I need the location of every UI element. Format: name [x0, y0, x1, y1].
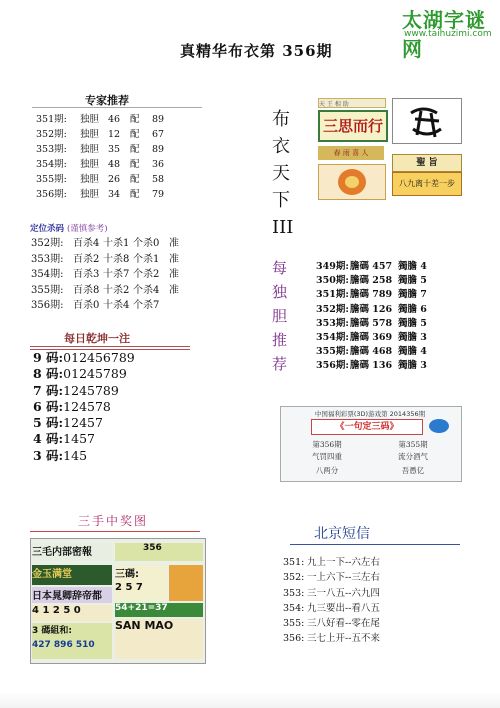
pei: 配 [130, 114, 140, 125]
code-count: 6 码: [33, 398, 64, 414]
period: 354: [283, 602, 305, 614]
num: 89 [152, 114, 165, 125]
list-item [31, 283, 179, 299]
period: 351: [283, 557, 305, 568]
list-item [31, 252, 179, 268]
period: 353: [283, 587, 305, 599]
num: 58 [152, 174, 165, 185]
list-item [33, 415, 135, 431]
list-item [283, 601, 380, 616]
yiju-prev-period: 第355期 [398, 440, 428, 449]
yiju-current-period: 第356期 [312, 440, 342, 449]
sanshou-brand: SAN MAO [115, 619, 203, 659]
dan-codes: 膽碼 258 [350, 275, 393, 287]
pei: 配 [130, 189, 140, 200]
list-item [31, 236, 179, 252]
dan: 46 [108, 114, 121, 125]
period: 353期: [316, 317, 349, 329]
result-note: 准 [169, 238, 179, 249]
sanshou-poem: 日本晁卿辞帝都 [32, 587, 112, 603]
sanshou-three-codes [115, 565, 167, 601]
sanshou-title: 三手中奖图 [78, 514, 149, 528]
pei: 配 [130, 144, 140, 155]
list-item [36, 127, 178, 142]
kill-hundreds: 百杀8 [73, 284, 100, 296]
buyi-spring-banner: 春 雨 喜 人 [318, 146, 384, 160]
list-item [316, 288, 427, 302]
type: 独胆 [80, 159, 100, 170]
daily-list [33, 350, 135, 464]
pei: 配 [130, 159, 140, 170]
kill-units: 个杀4 [133, 284, 160, 296]
period: 350期: [316, 275, 349, 287]
sanshou-period [115, 543, 203, 561]
dan-codes: 膽碼 136 [350, 360, 393, 372]
position-kill-title [30, 222, 108, 234]
code-count: 5 码: [33, 415, 64, 431]
dan: 35 [108, 144, 121, 155]
dan-codes: 膽碼 578 [350, 317, 393, 329]
period: 353期: [31, 253, 64, 265]
yiju-prev-riddle: 流分酒气 [398, 452, 428, 461]
period: 351期: [316, 289, 349, 301]
dan: 34 [108, 189, 121, 200]
three-codes-label: 三碼: [115, 569, 139, 580]
period: 352期: [36, 129, 67, 140]
code-count: 8 码: [33, 366, 64, 382]
beijing-divider [290, 544, 460, 545]
kill-tens: 十杀2 [103, 284, 130, 296]
single-dan: 獨膽 5 [398, 317, 427, 329]
sanshou-header-text: 三毛内部密報 [32, 543, 112, 561]
buyi-hint: 八九离十差一步 [392, 172, 462, 196]
list-item [31, 298, 179, 314]
code-count: 4 码: [33, 431, 64, 447]
type: 独胆 [80, 189, 100, 200]
period: 349期: [316, 261, 349, 272]
type: 独胆 [80, 144, 100, 155]
dan: 12 [108, 129, 121, 140]
position-kill-subtitle: (谨慎参考) [66, 224, 108, 234]
period: 352期: [316, 303, 349, 315]
kill-hundreds: 百杀4 [73, 238, 100, 249]
message: 三七上开--五不来 [307, 633, 380, 645]
sanshou-digits: 4 1 2 5 0 [32, 605, 112, 621]
yiju-header: 《一句定三码》 [311, 419, 423, 435]
result-note: 准 [169, 253, 179, 265]
list-item [36, 142, 178, 157]
period: 354期: [36, 159, 67, 170]
list-item [316, 260, 427, 274]
sanshou-image [30, 538, 206, 664]
period: 353期: [36, 144, 67, 155]
period: 355期: [31, 284, 64, 296]
combos-value: 427 896 510 [32, 640, 95, 650]
experts-divider [32, 107, 202, 108]
yiju-current-extra: 八两分 [315, 466, 339, 475]
kill-tens: 十杀4 [103, 300, 130, 311]
num: 79 [152, 189, 165, 200]
list-item [283, 631, 380, 646]
yiju-card [280, 406, 462, 482]
type: 独胆 [80, 129, 100, 140]
code-value: 124578 [63, 398, 111, 414]
list-item [316, 274, 427, 288]
dan: 48 [108, 159, 121, 170]
list-item [33, 431, 135, 447]
sanshou-banner: 金玉满堂 [32, 565, 112, 585]
single-list [316, 260, 427, 374]
single-dan: 獨膽 5 [398, 275, 427, 287]
sanshou-divider [30, 531, 200, 532]
site-url: www.taihuzimi.com [404, 29, 492, 39]
beijing-list [283, 555, 380, 647]
num: 36 [152, 159, 165, 170]
pei: 配 [130, 129, 140, 140]
kill-hundreds: 百杀2 [73, 253, 100, 265]
kill-hundreds: 百杀0 [73, 300, 100, 311]
list-item [316, 359, 427, 373]
kill-tens: 十杀8 [103, 253, 130, 265]
code-count: 9 码: [33, 350, 64, 365]
list-item [33, 350, 135, 366]
kill-hundreds: 百杀3 [73, 269, 100, 280]
sanshou-formula: 54+21=37 [115, 603, 203, 617]
calligraphy-icon [393, 99, 461, 143]
calligraphy-picture [392, 98, 462, 144]
buyi-caption: 天 王 相 助 [318, 98, 386, 108]
code-count: 3 码: [33, 447, 64, 463]
code-count: 7 码: [33, 382, 64, 398]
flower-picture [169, 565, 203, 601]
list-item [31, 267, 179, 283]
single-title: 每独胆推荐 [272, 259, 288, 373]
result-note: 准 [169, 284, 179, 296]
period: 356期: [36, 189, 67, 200]
beijing-title: 北京短信 [314, 526, 370, 542]
daily-title: 每日乾坤一注 [64, 332, 130, 345]
single-dan: 獨膽 4 [398, 261, 427, 272]
code-value: 12457 [63, 415, 103, 431]
list-item [283, 586, 380, 601]
bottom-fade [0, 692, 500, 708]
dan-codes: 膽碼 468 [350, 346, 393, 358]
dan-codes: 膽碼 369 [350, 332, 393, 344]
period: 354期: [31, 269, 64, 280]
period: 356期: [316, 360, 349, 372]
list-item [283, 616, 380, 631]
single-dan: 獨膽 6 [398, 303, 427, 315]
period: 352期: [31, 238, 64, 249]
list-item [283, 555, 380, 570]
buyi-images [318, 98, 462, 198]
daily-divider [30, 346, 190, 347]
message: 九上一下--六左右 [307, 557, 380, 568]
single-dan: 獨膽 7 [398, 289, 427, 301]
experts-list [36, 112, 178, 202]
period: 356: [283, 633, 305, 645]
result-note: 准 [169, 269, 179, 280]
yiju-top-caption: 中国福利彩票(3D)游戏第 2014356期 [314, 410, 426, 418]
list-item [33, 448, 135, 464]
list-item [316, 303, 427, 317]
kill-units: 个杀2 [133, 269, 160, 280]
period: 354期: [316, 332, 349, 344]
period: 355期: [316, 346, 349, 358]
pei: 配 [130, 174, 140, 185]
period: 352: [283, 572, 305, 584]
num: 67 [152, 129, 165, 140]
buyi-title: 布衣天下III [272, 109, 294, 238]
list-item [316, 331, 427, 345]
combos-label: 3 碼組和: [32, 626, 72, 636]
single-dan: 獨膽 3 [398, 332, 427, 344]
kill-units: 个杀1 [133, 253, 160, 265]
position-kill-title-text: 定位杀码 [30, 224, 65, 234]
buyi-main-text: 三思而行 [318, 110, 388, 142]
yiju-current-riddle: 气罚四重 [312, 452, 342, 461]
list-item [36, 157, 178, 172]
code-value: 1457 [63, 431, 95, 447]
period: 356期: [31, 300, 64, 311]
yiju-prev-extra: 吾愚亿 [401, 466, 425, 475]
sanshou-period-number: 356 [143, 543, 162, 553]
list-item [283, 570, 380, 585]
message: 三一八五--六九四 [307, 587, 380, 599]
message: 九三要出--看八五 [307, 602, 380, 614]
page-title: 真精华布衣第 356期 [180, 42, 333, 60]
dan: 26 [108, 174, 121, 185]
code-value: 01245789 [63, 366, 127, 382]
dan-codes: 膽碼 126 [350, 303, 393, 315]
single-dan: 獨膽 3 [398, 360, 427, 372]
period: 355: [283, 618, 305, 630]
single-dan: 獨膽 4 [398, 346, 427, 358]
list-item [316, 345, 427, 359]
three-codes-value: 2 5 7 [115, 582, 143, 593]
kill-tens: 十杀1 [103, 238, 130, 249]
kill-tens: 十杀7 [103, 269, 130, 280]
butterfly-picture [318, 164, 386, 200]
site-logo: 太湖字谜网 [402, 8, 486, 61]
dan-codes: 膽碼 789 [350, 289, 393, 301]
position-kill-list [31, 236, 179, 314]
dan-codes: 膽碼 457 [350, 261, 393, 272]
type: 独胆 [80, 174, 100, 185]
list-item [36, 187, 178, 202]
sanshou-combos [32, 623, 112, 659]
message: 一上六下--三左右 [307, 572, 380, 584]
buyi-edict: 聖 旨 [392, 154, 462, 172]
lottery-logo-icon [429, 419, 449, 433]
experts-title: 专家推荐 [85, 94, 129, 107]
num: 89 [152, 144, 165, 155]
period: 351期: [36, 114, 67, 125]
list-item [33, 399, 135, 415]
code-value: 145 [63, 447, 88, 463]
list-item [33, 383, 135, 399]
butterfly-icon [319, 165, 385, 199]
kill-units: 个杀7 [133, 300, 160, 311]
code-value: 1245789 [63, 382, 119, 398]
code-value: 012456789 [63, 350, 135, 365]
list-item [36, 112, 178, 127]
list-item [33, 366, 135, 382]
list-item [316, 317, 427, 331]
type: 独胆 [80, 114, 100, 125]
list-item [36, 172, 178, 187]
period: 355期: [36, 174, 67, 185]
kill-units: 个杀0 [133, 238, 160, 249]
message: 三八好看--零在尾 [307, 618, 380, 630]
